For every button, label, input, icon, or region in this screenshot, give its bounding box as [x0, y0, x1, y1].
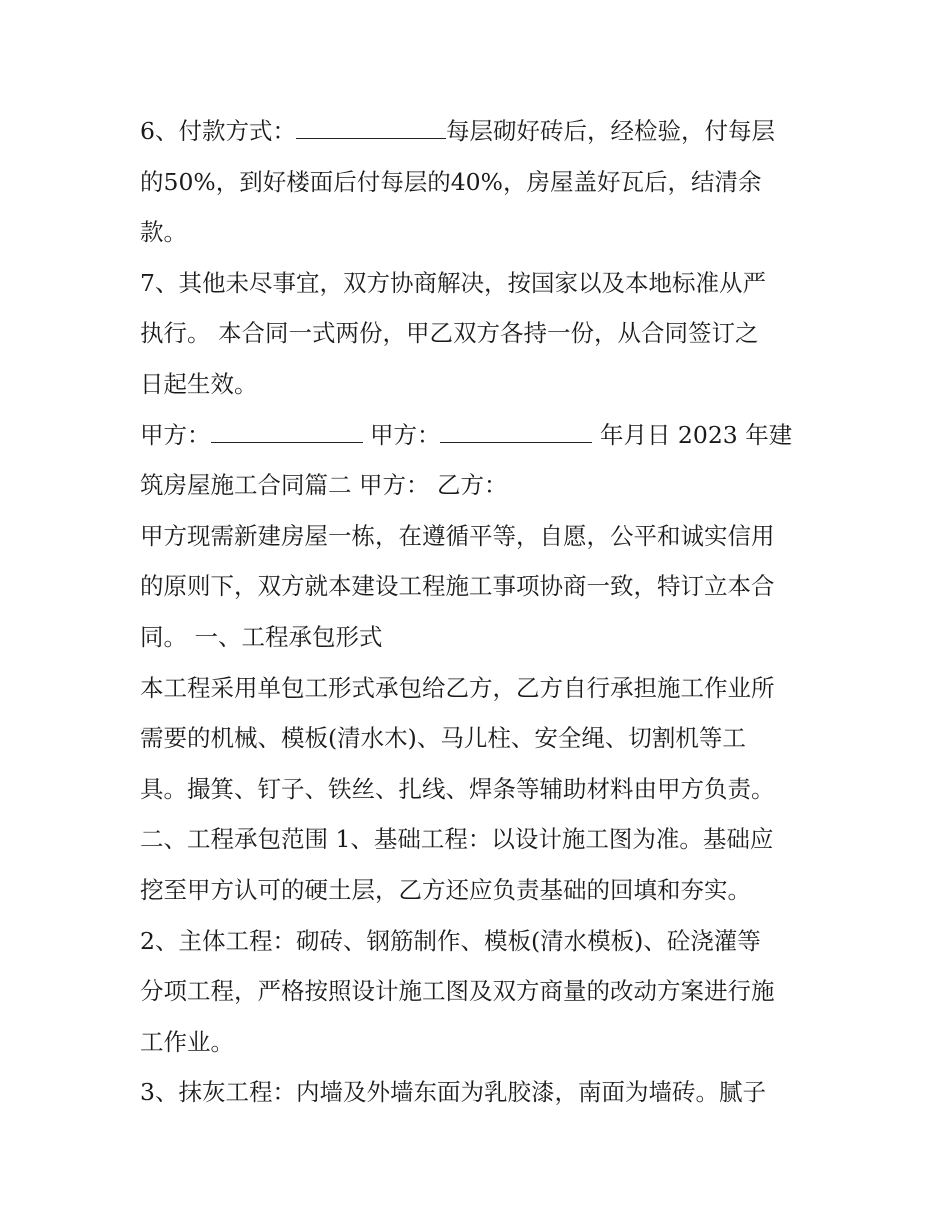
- text-line: 筑房屋施工合同篇二 甲方： 乙方：: [140, 471, 508, 500]
- text-line: 7、其他未尽事宜，双方协商解决，按国家以及本地标准从严: [140, 268, 766, 297]
- text-segment: 年月日 2023 年建: [592, 420, 793, 449]
- text-line: 本工程采用单包工形式承包给乙方，乙方自行承担施工作业所: [140, 673, 775, 702]
- text-line: 3、抹灰工程：内墙及外墙东面为乳胶漆，南面为墙砖。腻子: [140, 1078, 766, 1107]
- text-line: 同。 一、工程承包形式: [140, 622, 383, 651]
- text-line: 的原则下，双方就本建设工程施工事项协商一致，特订立本合: [140, 572, 775, 601]
- text-line: [140, 410, 820, 461]
- text-line: 挖至甲方认可的硬土层，乙方还应负责基础的回填和夯实。: [140, 875, 751, 904]
- fill-in-blank: [211, 420, 363, 443]
- text-line: 具。撮箕、钉子、铁丝、扎线、焊条等辅助材料由甲方负责。: [140, 774, 775, 803]
- fill-in-blank: [296, 116, 446, 139]
- text-line: 日起生效。: [140, 369, 258, 398]
- text-line: 甲方现需新建房屋一栋，在遵循平等，自愿，公平和诚实信用: [140, 521, 775, 550]
- text-line: 需要的机械、模板(清水木)、马儿柱、安全绳、切割机等工: [140, 724, 746, 753]
- text-line: 款。: [140, 218, 187, 247]
- text-line: 工作业。: [140, 1027, 234, 1056]
- text-segment: 每层砌好砖后，经检验，付每层: [445, 117, 775, 145]
- text-line: 执行。 本合同一式两份，甲乙双方各持一份，从合同签订之: [140, 319, 759, 348]
- text-line: 的50%，到好楼面后付每层的40%，房屋盖好瓦后，结清余: [140, 167, 762, 196]
- text-line: 二、工程承包范围 1、基础工程：以设计施工图为准。基础应: [140, 825, 774, 854]
- text-segment: 甲方：: [362, 420, 441, 449]
- text-segment: 甲方：: [140, 420, 211, 449]
- fill-in-blank: [440, 420, 592, 443]
- text-line: 分项工程，严格按照设计施工图及双方商量的改动方案进行施: [140, 977, 775, 1006]
- document-body: [140, 106, 820, 1118]
- text-line: [140, 106, 820, 157]
- text-segment: 6、付款方式：: [140, 117, 296, 145]
- text-line: 2、主体工程：砌砖、钢筋制作、模板(清水模板)、砼浇灌等: [140, 926, 761, 955]
